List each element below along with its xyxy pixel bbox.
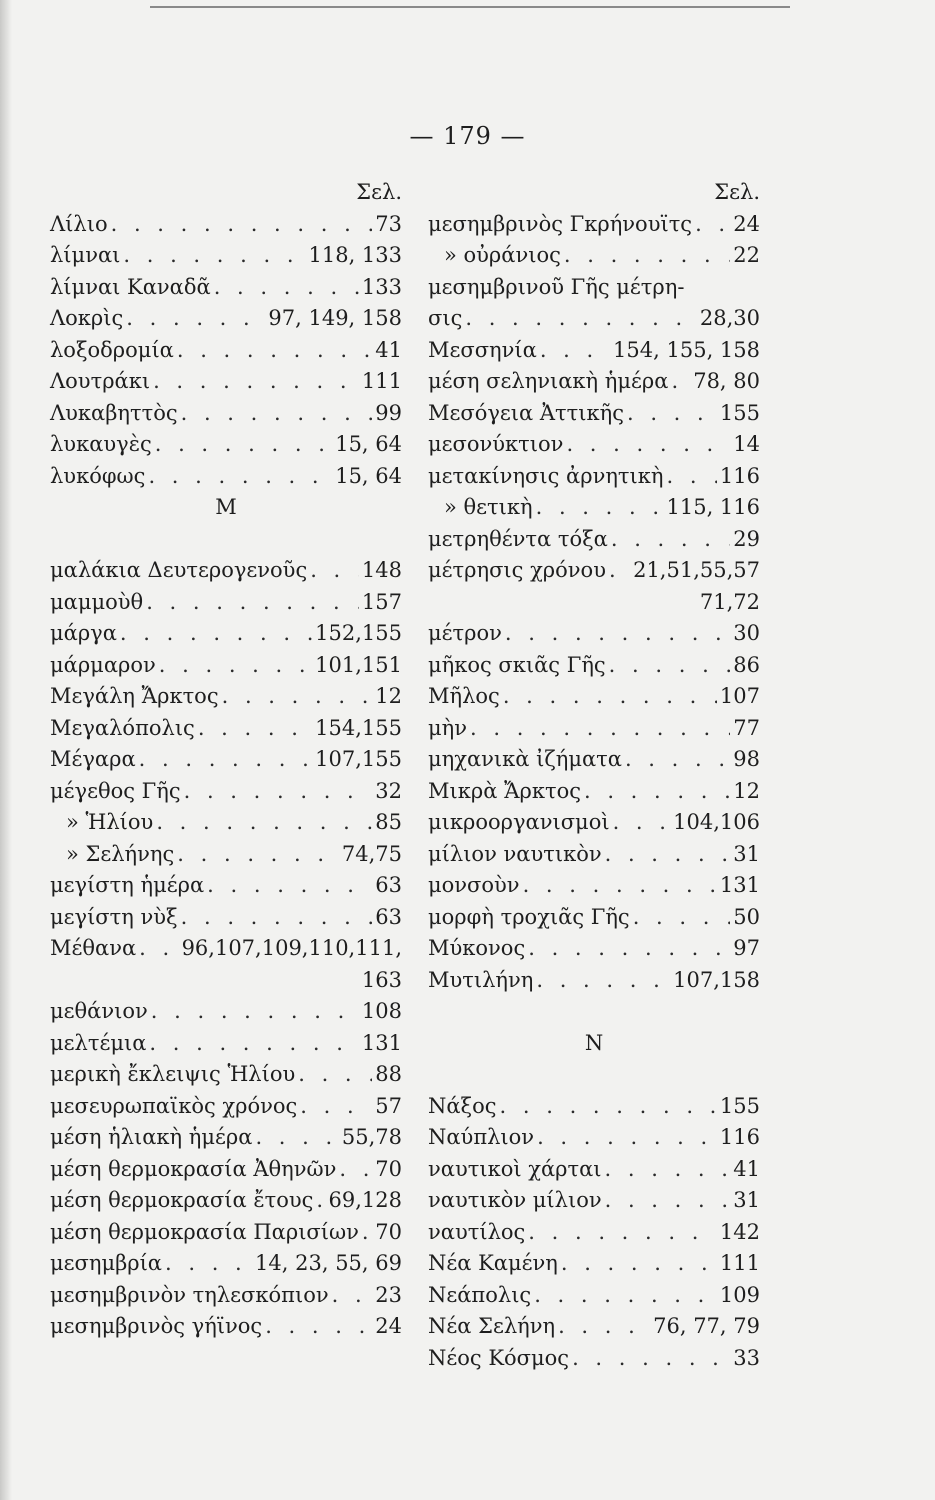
dot-leader	[151, 996, 359, 1028]
index-entry	[50, 555, 402, 587]
index-entry	[428, 618, 760, 650]
index-column-left	[50, 177, 402, 1343]
dot-leader	[528, 1217, 717, 1249]
entry-pages: 21,51,55,57	[633, 558, 760, 582]
index-entry	[428, 1185, 760, 1217]
index-entry	[428, 650, 760, 682]
entry-pages: 108	[361, 999, 402, 1023]
entry-pages: 41	[733, 1156, 760, 1181]
dot-leader	[609, 650, 731, 682]
dot-leader	[181, 398, 373, 430]
dot-leader	[146, 587, 359, 619]
entry-pages: 86	[733, 652, 760, 677]
entry-pages: 12	[733, 778, 760, 803]
index-entry	[50, 1217, 402, 1249]
index-entry	[50, 807, 402, 839]
entry-term: ναυτίλος	[428, 1219, 526, 1244]
index-entry	[428, 429, 760, 461]
dot-leader	[671, 366, 690, 398]
entry-term: Νέος Κόσμος	[428, 1345, 570, 1370]
index-entry	[50, 209, 402, 241]
dot-leader	[470, 713, 730, 745]
entry-pages: 118, 133	[308, 243, 402, 267]
dot-leader	[666, 461, 716, 493]
index-entry	[50, 240, 402, 272]
section-letter	[428, 1028, 760, 1060]
section-letter-text: Ν	[584, 1030, 604, 1055]
index-entry	[50, 744, 402, 776]
index-entry	[428, 524, 760, 556]
index-entry	[50, 1028, 402, 1060]
entry-term: » Ἡλίου	[66, 810, 154, 834]
dot-leader	[609, 555, 630, 587]
entry-term: » θετικὴ	[444, 495, 533, 519]
dot-leader	[611, 524, 730, 556]
dot-leader	[126, 303, 265, 335]
dot-leader	[177, 335, 372, 367]
index-entry	[50, 996, 402, 1028]
dot-leader	[605, 1154, 731, 1186]
entry-pages: 14, 23, 55, 69	[255, 1251, 402, 1275]
entry-term: μῆκος σκιᾶς Γῆς	[428, 652, 606, 677]
dot-leader	[184, 776, 373, 808]
entry-pages: 107,155	[315, 747, 402, 771]
index-entry	[428, 1122, 760, 1154]
index-entry	[428, 1217, 760, 1249]
entry-pages: 73	[375, 211, 402, 236]
entry-pages: 97, 149, 158	[268, 306, 402, 330]
entry-term: μεσονύκτιον	[428, 432, 564, 456]
index-entry	[428, 492, 760, 524]
entry-pages: 115, 116	[666, 495, 760, 519]
entry-term: μέτρον	[428, 621, 502, 645]
dot-leader	[633, 902, 731, 934]
entry-pages: 76, 77, 79	[653, 1314, 760, 1338]
index-entry	[428, 1248, 760, 1280]
blank-line	[50, 524, 402, 556]
dot-leader	[625, 744, 730, 776]
entry-pages: 154, 155, 158	[613, 337, 760, 362]
dot-leader	[123, 240, 305, 272]
dot-leader	[300, 1091, 372, 1123]
page-gutter-shadow	[0, 0, 12, 1500]
entry-term: Ναύπλιον	[428, 1125, 535, 1149]
entry-term: μέση θερμοκρασία Παρισίων	[50, 1219, 359, 1244]
entry-pages: 157	[361, 589, 402, 614]
index-entry	[50, 681, 402, 713]
entry-pages: 107,158	[673, 967, 760, 992]
entry-term: μεσημβρινὸς Γκρήνουϊτς	[428, 211, 693, 236]
page-column-label: Σελ.	[356, 180, 402, 204]
index-entry	[50, 1311, 402, 1343]
dot-leader	[537, 1122, 717, 1154]
index-entry-continuation	[50, 965, 402, 997]
index-entry	[428, 240, 760, 272]
entry-pages: 70	[375, 1219, 402, 1244]
entry-pages: 32	[375, 778, 402, 803]
entry-pages: 97	[733, 936, 760, 960]
dot-leader	[198, 713, 312, 745]
dot-leader	[111, 209, 373, 241]
index-entry	[428, 335, 760, 367]
entry-term: μάργα	[50, 621, 117, 645]
entry-term: μεγίστη ἡμέρα	[50, 873, 205, 897]
index-entry	[50, 303, 402, 335]
entry-pages: 155	[719, 1093, 760, 1118]
entry-term: μερικὴ ἔκλειψις Ἡλίου	[50, 1062, 296, 1086]
entry-term: μετακίνησις ἀρνητικὴ	[428, 463, 664, 488]
entry-pages: 41	[375, 337, 402, 362]
dot-leader	[222, 681, 373, 713]
page-top-edge	[150, 0, 790, 8]
entry-pages: 55,78	[341, 1125, 402, 1149]
entry-term: μάρμαρον	[50, 652, 156, 677]
entry-pages: 57	[375, 1093, 402, 1118]
entry-term: μίλιον ναυτικὸν	[428, 841, 602, 866]
entry-pages: 154,155	[315, 715, 402, 740]
entry-term: μεσευρωπαϊκὸς χρόνος	[50, 1093, 298, 1118]
dot-leader	[332, 1280, 373, 1312]
dot-leader	[155, 429, 332, 461]
entry-pages: 131	[719, 873, 760, 897]
entry-term: μέση σεληνιακὴ ἡμέρα	[428, 369, 669, 393]
section-letter-text: Μ	[215, 495, 237, 519]
dot-leader	[695, 209, 730, 241]
entry-term: μέγεθος Γῆς	[50, 778, 181, 803]
index-entry	[428, 902, 760, 934]
index-entry	[428, 870, 760, 902]
index-entry	[428, 1154, 760, 1186]
entry-pages: 152,155	[315, 621, 402, 645]
entry-term: Μέθανα	[50, 936, 137, 960]
index-entry	[50, 1122, 402, 1154]
dot-leader	[605, 1185, 731, 1217]
index-entry	[428, 713, 760, 745]
dot-leader	[523, 870, 717, 902]
entry-term: σις	[428, 306, 463, 330]
entry-pages: 78, 80	[693, 369, 760, 393]
entry-pages: 23	[375, 1282, 402, 1307]
blank-line	[428, 996, 760, 1028]
dot-leader	[605, 839, 731, 871]
dot-leader	[316, 1185, 325, 1217]
entry-term: ναυτικὸν μίλιον	[428, 1188, 602, 1212]
entry-term: μεσημβρινὸς γήϊνος	[50, 1314, 263, 1338]
dot-leader	[500, 1091, 717, 1123]
index-entry	[428, 1280, 760, 1312]
index-entry	[50, 587, 402, 619]
entry-term: μέση θερμοκρασία ἔτους	[50, 1188, 314, 1212]
entry-pages: 98	[733, 747, 760, 771]
index-entry	[428, 1091, 760, 1123]
entry-term: μὴν	[428, 715, 467, 740]
entry-pages: 71,72	[699, 589, 760, 614]
dot-leader	[558, 1311, 650, 1343]
entry-pages: 12	[375, 684, 402, 708]
blank-line	[428, 1059, 760, 1091]
entry-pages: 101,151	[315, 652, 402, 677]
entry-term: μονσοὺν	[428, 873, 520, 897]
dot-leader	[159, 650, 312, 682]
index-entry	[50, 776, 402, 808]
index-entry	[428, 366, 760, 398]
dot-leader	[465, 303, 697, 335]
entry-pages: 33	[733, 1345, 760, 1370]
dot-leader	[139, 744, 313, 776]
entry-pages: 69,128	[328, 1188, 402, 1212]
index-entry	[50, 461, 402, 493]
entry-pages: 31	[733, 1188, 760, 1212]
entry-term: μικροοργανισμοὶ	[428, 810, 610, 834]
entry-pages: 50	[733, 904, 760, 929]
dot-leader	[627, 398, 717, 430]
entry-pages: 142	[719, 1219, 760, 1244]
dot-leader	[505, 618, 730, 650]
entry-term: μηχανικὰ ἰζήματα	[428, 747, 622, 771]
index-entry	[428, 272, 760, 304]
index-entry	[50, 1154, 402, 1186]
dot-leader	[566, 429, 730, 461]
entry-term: μαμμοὺθ	[50, 589, 144, 614]
dot-leader	[165, 1248, 252, 1280]
column-header-page	[428, 177, 760, 209]
entry-pages: 85	[375, 810, 402, 834]
dot-leader	[265, 1311, 372, 1343]
entry-term: Μυτιλήνη	[428, 967, 534, 992]
entry-term: Νέα Σελήνη	[428, 1314, 556, 1338]
dot-leader	[153, 366, 359, 398]
entry-pages: 22	[733, 243, 760, 267]
index-entry	[50, 429, 402, 461]
dot-leader	[156, 807, 372, 839]
index-entry	[428, 1343, 760, 1375]
index-entry	[428, 776, 760, 808]
entry-term: Λουτράκι	[50, 369, 151, 393]
dot-leader	[120, 618, 312, 650]
index-entry-continuation	[428, 587, 760, 619]
dot-leader	[139, 933, 178, 965]
entry-term: Μῆλος	[428, 684, 500, 708]
entry-term: Μεγάλη Ἄρκτος	[50, 684, 219, 708]
entry-term: Μύκονος	[428, 936, 526, 960]
index-entry	[428, 303, 760, 335]
entry-term: λίμναι	[50, 243, 121, 267]
entry-term: λυκόφως	[50, 463, 146, 488]
entry-term: ναυτικοὶ χάρται	[428, 1156, 602, 1181]
index-entry	[428, 555, 760, 587]
index-entry	[50, 618, 402, 650]
entry-term: Νάξος	[428, 1093, 497, 1118]
index-entry	[50, 713, 402, 745]
entry-term: μέση ἡλιακὴ ἡμέρα	[50, 1125, 253, 1149]
entry-pages: 133	[361, 274, 402, 299]
index-entry	[428, 744, 760, 776]
index-entry	[50, 870, 402, 902]
entry-pages: 109	[719, 1282, 760, 1307]
entry-term: λυκαυγὲς	[50, 432, 152, 456]
dot-leader	[362, 1217, 372, 1249]
dot-leader	[255, 1122, 338, 1154]
entry-term: μελτέμια	[50, 1030, 147, 1055]
dot-leader	[503, 681, 717, 713]
entry-pages: 15, 64	[335, 463, 402, 488]
entry-term: λοξοδρομία	[50, 337, 174, 362]
index-entry	[428, 461, 760, 493]
entry-pages: 28,30	[699, 306, 760, 330]
index-entry	[50, 366, 402, 398]
column-header-page	[50, 177, 402, 209]
dot-leader	[339, 1154, 372, 1186]
index-entry	[50, 933, 402, 965]
entry-pages: 107	[719, 684, 760, 708]
entry-term: μαλάκια Δευτερογενοῦς	[50, 558, 308, 582]
index-entry	[428, 807, 760, 839]
entry-pages: 131	[361, 1030, 402, 1055]
dot-leader	[310, 555, 359, 587]
entry-pages: 31	[733, 841, 760, 866]
dot-leader	[149, 1028, 359, 1060]
entry-term: » οὐράνιος	[444, 243, 561, 267]
entry-term: Μεσόγεια Ἀττικῆς	[428, 400, 624, 425]
entry-term: μεθάνιον	[50, 999, 148, 1023]
entry-pages: 24	[375, 1314, 402, 1338]
entry-pages: 24	[733, 211, 760, 236]
index-entry	[428, 933, 760, 965]
page-column-label: Σελ.	[714, 180, 760, 204]
entry-pages: 111	[719, 1251, 760, 1275]
index-entry	[428, 398, 760, 430]
entry-pages: 63	[375, 873, 402, 897]
entry-pages: 30	[733, 621, 760, 645]
index-entry	[50, 1280, 402, 1312]
index-entry	[50, 398, 402, 430]
dot-leader	[572, 1343, 730, 1375]
page-number: — 179 —	[409, 122, 526, 150]
entry-term: Λοκρὶς	[50, 306, 124, 330]
section-letter	[50, 492, 402, 524]
index-entry	[50, 1059, 402, 1091]
entry-pages: 111	[361, 369, 402, 393]
entry-term: λίμναι Καναδᾶ	[50, 274, 211, 299]
dot-leader	[181, 902, 373, 934]
entry-pages: 63	[375, 904, 402, 929]
entry-term: Λίλιο	[50, 211, 108, 236]
index-entry	[50, 335, 402, 367]
entry-term: μεσημβρία	[50, 1251, 162, 1275]
dot-leader	[207, 870, 372, 902]
entry-pages: 15, 64	[335, 432, 402, 456]
entry-pages: 77	[733, 715, 760, 740]
entry-pages: 96,107,109,110,111,	[181, 936, 402, 960]
entry-term: μορφὴ τροχιᾶς Γῆς	[428, 904, 630, 929]
entry-pages: 29	[733, 526, 760, 551]
dot-leader	[148, 461, 332, 493]
index-entry	[50, 839, 402, 871]
entry-pages: 148	[361, 558, 402, 582]
index-entry	[428, 965, 760, 997]
index-entry	[50, 1091, 402, 1123]
entry-pages: 116	[719, 463, 760, 488]
entry-term: μεγίστη νὺξ	[50, 904, 178, 929]
entry-pages: 14	[733, 432, 760, 456]
dot-leader	[214, 272, 359, 304]
entry-term: μεσημβρινοῦ Γῆς μέτρη-	[428, 274, 685, 299]
dot-leader	[564, 240, 730, 272]
entry-term: Λυκαβηττὸς	[50, 400, 178, 425]
entry-pages: 99	[375, 400, 402, 425]
index-entry	[428, 839, 760, 871]
dot-leader	[534, 1280, 717, 1312]
dot-leader	[613, 807, 671, 839]
index-entry	[50, 902, 402, 934]
index-entry	[50, 272, 402, 304]
index-column-right	[428, 177, 760, 1374]
entry-pages: 116	[719, 1125, 760, 1149]
entry-term: μέση θερμοκρασία Ἀθηνῶν	[50, 1156, 337, 1181]
entry-term: μετρηθέντα τόξα	[428, 526, 608, 551]
dot-leader	[177, 839, 339, 871]
entry-term: μεσημβρινὸν τηλεσκόπιον	[50, 1282, 329, 1307]
index-entry	[50, 1185, 402, 1217]
dot-leader	[540, 335, 610, 367]
entry-pages: 74,75	[341, 841, 402, 866]
entry-term: Μεγαλόπολις	[50, 715, 195, 740]
entry-term: Μέγαρα	[50, 747, 136, 771]
dot-leader	[561, 1248, 717, 1280]
entry-pages: 104,106	[673, 810, 760, 834]
dot-leader	[584, 776, 730, 808]
index-entry	[50, 1248, 402, 1280]
entry-term: μέτρησις χρόνου	[428, 558, 606, 582]
dot-leader	[536, 965, 670, 997]
dot-leader	[528, 933, 730, 965]
entry-term: Νεάπολις	[428, 1282, 532, 1307]
entry-pages: 88	[375, 1062, 402, 1086]
entry-term: Μεσσηνία	[428, 337, 537, 362]
dot-leader	[536, 492, 664, 524]
entry-pages: 70	[375, 1156, 402, 1181]
entry-term: » Σελήνης	[66, 841, 175, 866]
dot-leader	[298, 1059, 372, 1091]
index-entry	[428, 1311, 760, 1343]
index-entry	[50, 650, 402, 682]
index-entry	[428, 209, 760, 241]
entry-pages: 163	[361, 967, 402, 992]
entry-pages: 155	[719, 400, 760, 425]
index-entry	[428, 681, 760, 713]
entry-term: Νέα Καμένη	[428, 1251, 558, 1275]
entry-term: Μικρὰ Ἄρκτος	[428, 778, 581, 803]
